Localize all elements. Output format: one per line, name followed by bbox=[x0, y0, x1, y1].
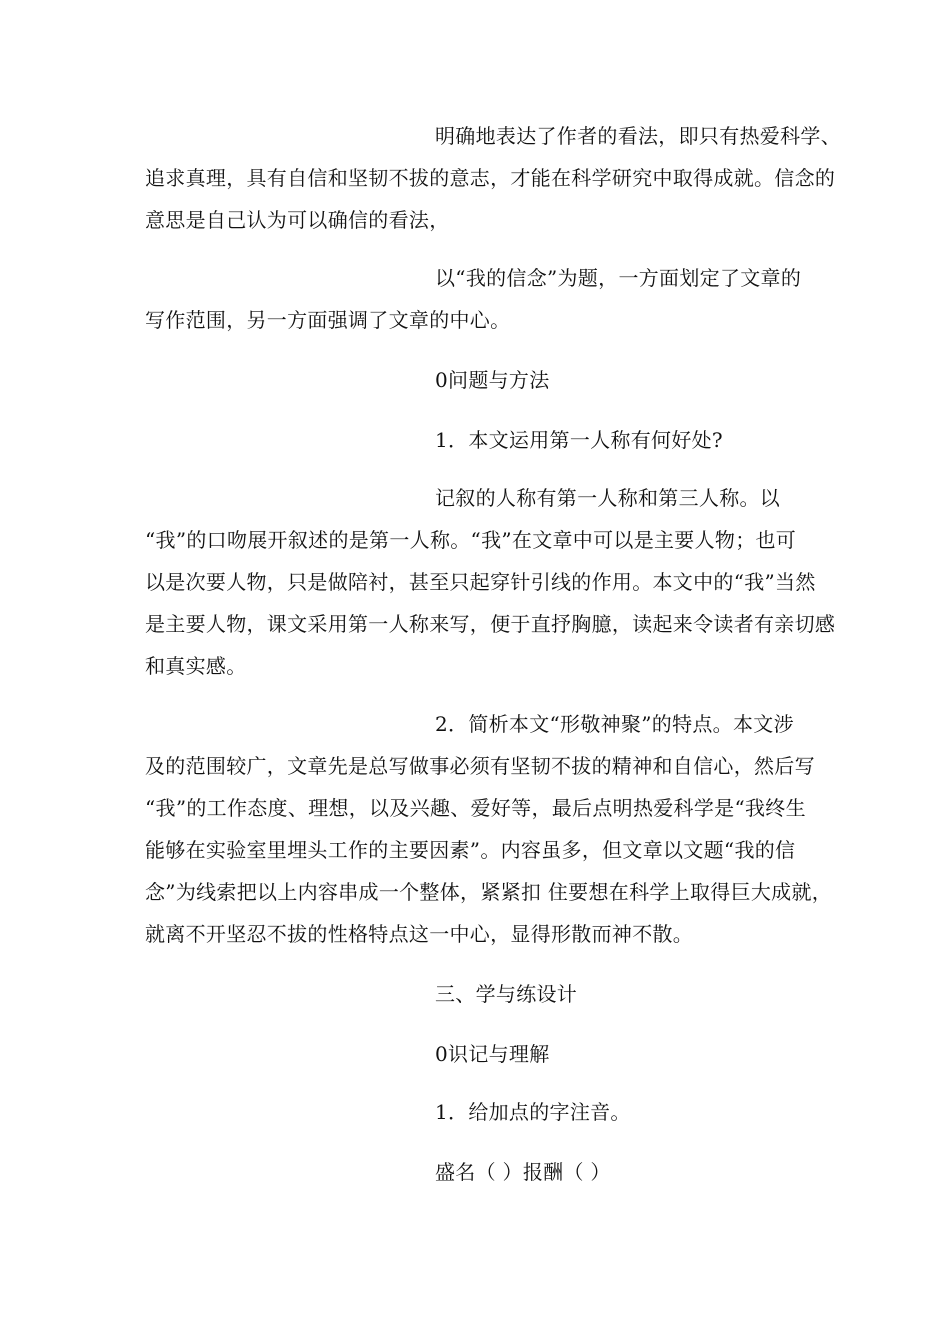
text-line: “我”的口吻展开叙述的是第一人称。“我”在文章中可以是主要人物；也可 bbox=[145, 528, 797, 552]
text-line: 以是次要人物，只是做陪衬，甚至只起穿针引线的作用。本文中的“我”当然 bbox=[145, 570, 816, 594]
text-line: 追求真理，具有自信和坚韧不拔的意志，才能在科学研究中取得成就。信念的 bbox=[145, 166, 836, 190]
text-line: 念”为线索把以上内容串成一个整体，紧紧扣 住要想在科学上取得巨大成就， bbox=[145, 880, 833, 904]
question: 2．简析本文“形敬神聚”的特点。本文涉 bbox=[435, 712, 794, 736]
text-line: 写作范围，另一方面强调了文章的中心。 bbox=[145, 308, 511, 332]
text-line: 和真实感。 bbox=[145, 654, 247, 678]
text-line: 明确地表达了作者的看法，即只有热爱科学、 bbox=[435, 124, 841, 148]
section-heading: 0识记与理解 bbox=[435, 1042, 550, 1066]
question: 1．给加点的字注音。 bbox=[435, 1100, 631, 1124]
text-line: 及的范围较广，文章先是总写做事必须有坚韧不拔的精神和自信心，然后写 bbox=[145, 754, 815, 778]
question: 1．本文运用第一人称有何好处? bbox=[435, 428, 723, 452]
exercise-line: 盛名（ ）报酬（ ） bbox=[435, 1160, 611, 1184]
section-heading: 三、学与练设计 bbox=[435, 982, 578, 1006]
section-heading: 0问题与方法 bbox=[435, 368, 550, 392]
text-line: “我”的工作态度、理想，以及兴趣、爱好等，最后点明热爱科学是“我终生 bbox=[145, 796, 806, 820]
text-line: 记叙的人称有第一人称和第三人称。以 bbox=[435, 486, 781, 510]
text-line: 就离不开坚忍不拔的性格特点这一中心，显得形散而神不散。 bbox=[145, 922, 694, 946]
text-line: 是主要人物，课文采用第一人称来写，便于直抒胸臆，读起来令读者有亲切感 bbox=[145, 612, 836, 636]
text-line: 能够在实验室里埋头工作的主要因素”。内容虽多，但文章以文题“我的信 bbox=[145, 838, 796, 862]
text-line: 以“我的信念”为题，一方面划定了文章的 bbox=[435, 266, 802, 290]
text-line: 意思是自己认为可以确信的看法， bbox=[145, 208, 450, 232]
